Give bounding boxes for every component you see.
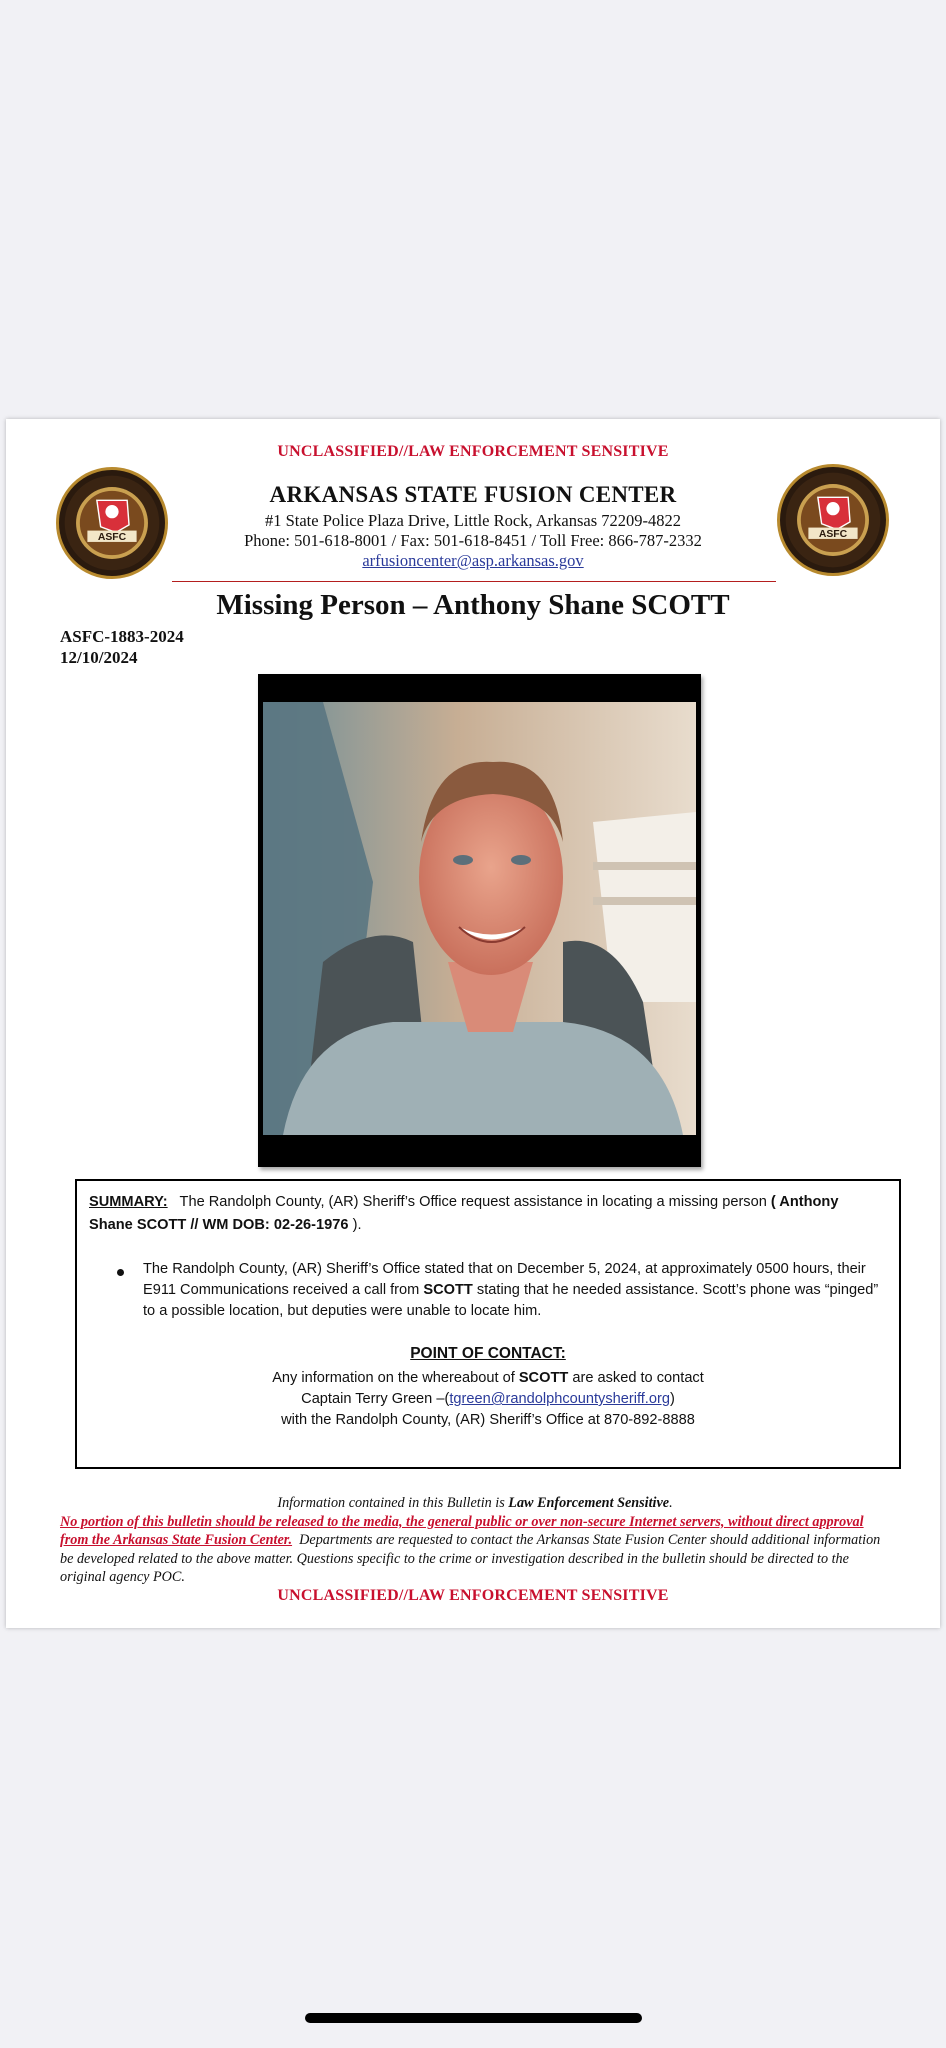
poc-line-1-text: Any information on the whereabout of: [272, 1370, 515, 1386]
org-address: #1 State Police Plaza Drive, Little Rock, Arkansas 72209-4822: [264, 511, 682, 530]
poc-line-3: with the Randolph County, (AR) Sheriff’s Office at 870-892-8888: [281, 1412, 695, 1428]
org-name: ARKANSAS STATE FUSION CENTER: [269, 482, 677, 507]
poc-line-2-end: ): [669, 1391, 675, 1407]
summary-text: The Randolph County, (AR) Sheriff’s Office request assistance in locating a missing person: [179, 1194, 767, 1210]
poc-heading: POINT OF CONTACT:: [410, 1345, 566, 1362]
bulletin-title: Missing Person – Anthony Shane SCOTT: [216, 589, 730, 621]
footer-line-1-end: .: [669, 1495, 673, 1511]
header-divider: [172, 581, 776, 582]
footer-rest: Departments are requested to contact the Arkansas State Fusion Center should additional information be developed related to the above matter. Questions specific to the crime or investigation described in the bulletin should be directed to the original agency POC.: [60, 1532, 881, 1585]
reference-number: ASFC-1883-2024: [60, 627, 184, 646]
bullet-icon: [117, 1269, 124, 1276]
org-email-link[interactable]: arfusioncenter@asp.arkansas.gov: [362, 551, 584, 570]
footer-body: [60, 1513, 890, 1587]
bulletin-page: [6, 419, 940, 1628]
org-phones: Phone: 501-618-8001 / Fax: 501-618-8451 / Toll Free: 866-787-2332: [244, 531, 702, 550]
subject-photo-frame: [258, 674, 701, 1167]
footer-line-1: [60, 1494, 890, 1513]
summary-text-end: ).: [352, 1217, 362, 1233]
classification-banner-bottom: UNCLASSIFIED//LAW ENFORCEMENT SENSITIVE: [277, 1587, 669, 1604]
bulletin-date: 12/10/2024: [60, 648, 138, 667]
classification-banner-top: UNCLASSIFIED//LAW ENFORCEMENT SENSITIVE: [277, 443, 669, 460]
poc-officer: Captain Terry Green –(: [301, 1391, 450, 1407]
footer-disclaimer: [60, 1494, 890, 1587]
summary-subject: ( Anthony Shane SCOTT // WM DOB: 02-26-1976: [89, 1194, 839, 1233]
subject-photo: [263, 702, 696, 1135]
summary-box: [75, 1179, 901, 1469]
footer-warning: No portion of this bulletin should be released to the media, the general public or over non-secure Internet servers, without direct approval from the Arkansas State Fusion Center.: [60, 1513, 864, 1548]
home-indicator[interactable]: [305, 2013, 642, 2023]
bullet-part1: The Randolph County, (AR) Sheriff’s Office stated that on December 5, 2024, at approximately 0500 hours, their E911 Communications received a call from: [143, 1261, 866, 1298]
bullet-part2: stating that he needed assistance. Scott’s phone was “pinged” to a possible location, but deputies were unable to locate him.: [143, 1282, 879, 1319]
summary-bullet: [143, 1259, 891, 1322]
poc-line-1: [77, 1368, 899, 1389]
poc-line-2: [77, 1389, 899, 1410]
bullet-subject-name: SCOTT: [423, 1282, 473, 1298]
summary-paragraph: [89, 1191, 885, 1237]
seal-text-right: ASFC: [818, 529, 848, 541]
poc-email-link[interactable]: tgreen@randolphcountysheriff.org: [449, 1391, 670, 1407]
footer-sensitivity: Law Enforcement Sensitive: [508, 1495, 670, 1511]
poc-line-1-end: are asked to contact: [572, 1370, 704, 1386]
poc-subject-name: SCOTT: [518, 1370, 569, 1386]
seal-text-left: ASFC: [97, 532, 127, 544]
footer-line-1-text: Information contained in this Bulletin is: [277, 1495, 505, 1511]
summary-label: SUMMARY:: [89, 1194, 168, 1210]
